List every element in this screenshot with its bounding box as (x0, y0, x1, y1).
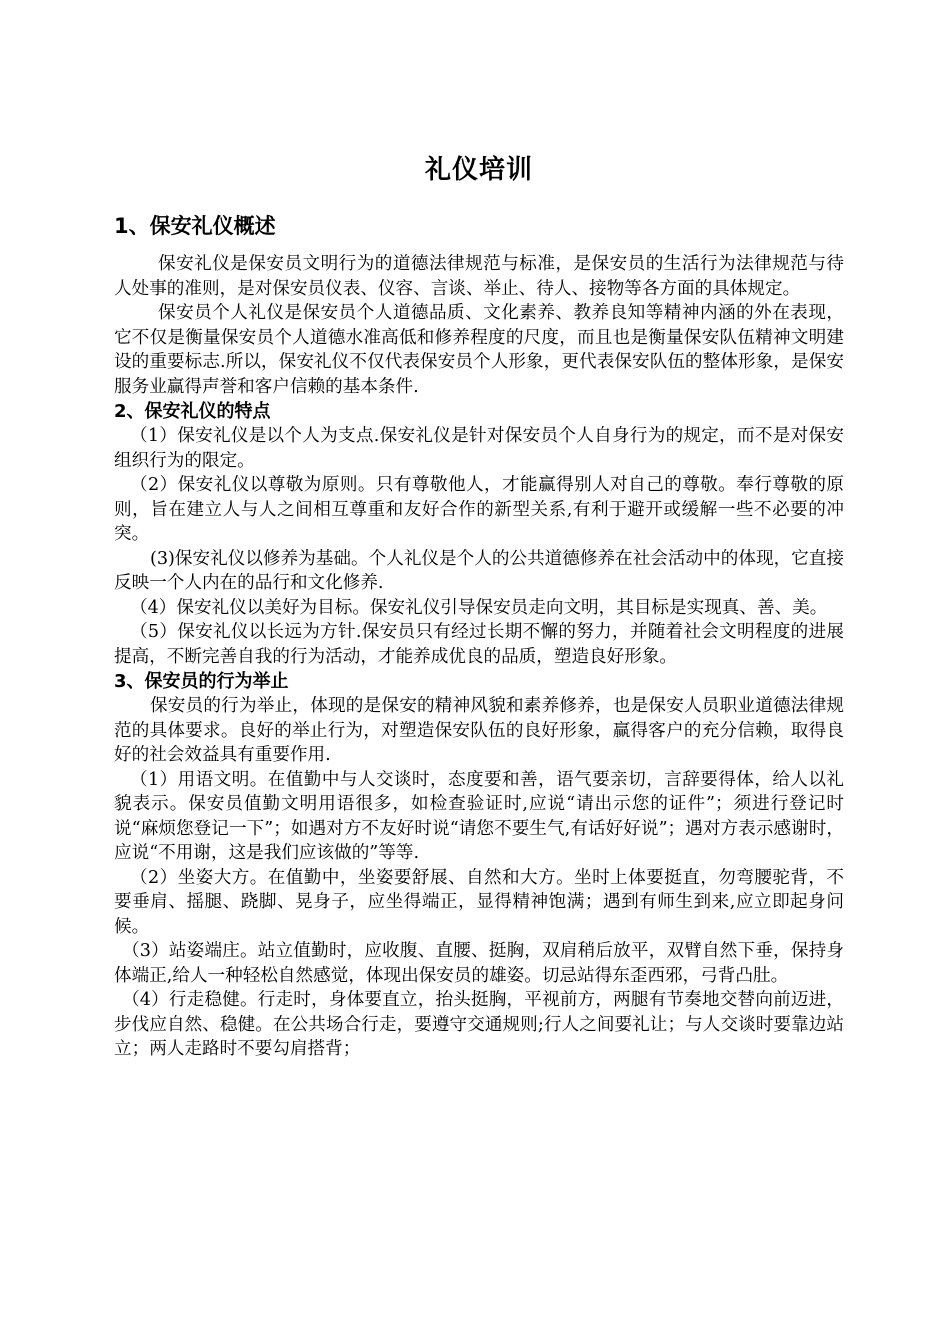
section-2-item-4: （4）保安礼仪以美好为目标。保安礼仪引导保安员走向文明，其目标是实现真、善、美。 (130, 597, 828, 618)
section-3-item-2: （2）坐姿大方。在值勤中，坐姿要舒展、自然和大方。坐时上体要挺直，勿弯腰驼背，不要垂肩、摇腿、跷脚、晃身子，应坐得端正，显得精神饱满；遇到有师生到来,应立即起身问候。 (114, 867, 844, 937)
section-2-heading: 2、保安礼仪的特点 (114, 401, 271, 422)
section-3-item-1: （1）用语文明。在值勤中与人交谈时，态度要和善，语气要亲切，言辞要得体，给人以礼貌表示。保安员值勤文明用语很多，如检查验证时,应说“请出示您的证件”；须进行登记时说“麻烦您登记一下”；如遇对方不友好时说“请您不要生气,有话好好说”；遇对方表示感谢时，应说“不用谢，这是我们应该做的”等等. (114, 769, 844, 863)
section-3-heading: 3、保安员的行为举止 (114, 671, 289, 692)
section-3-paragraph-intro: 保安员的行为举止，体现的是保安的精神风貌和素养修养，也是保安人员职业道德法律规范的具体要求。良好的举止行为，对塑造保安队伍的良好形象，赢得客户的充分信赖，取得良好的社会效益具有重要作用. (114, 696, 844, 765)
section-2-item-5: （5）保安礼仪以长远为方针.保安员只有经过长期不懈的努力，并随着社会文明程度的进展提高，不断完善自我的行为活动，才能养成优良的品质，塑造良好形象。 (114, 622, 844, 667)
section-2-item-1: （1）保安礼仪是以个人为支点.保安礼仪是针对保安员个人自身行为的规定，而不是对保安组织行为的限定。 (114, 426, 844, 471)
page-title: 礼仪培训 (424, 155, 533, 185)
section-1-paragraph-2: 保安员个人礼仪是保安员个人道德品质、文化素养、教养良知等精神内涵的外在表现，它不仅是衡量保安员个人道德水准高低和修养程度的尺度，而且也是衡量保安队伍精神文明建设的重要标志.所以，保安礼仪不仅代表保安员个人形象，更代表保安队伍的整体形象，是保安服务业赢得声誉和客户信赖的基本条件. (114, 303, 844, 397)
document-page (114, 150, 844, 1062)
section-2-item-2: （2）保安礼仪以尊敬为原则。只有尊敬他人，才能赢得别人对自己的尊敬。奉行尊敬的原则，旨在建立人与人之间相互尊重和友好合作的新型关系,有利于避开或缓解一些不必要的冲突。 (114, 475, 844, 544)
section-3-item-3: （3）站姿端庄。站立值勤时，应收腹、直腰、挺胸，双肩稍后放平，双臂自然下垂，保持身体端正,给人一种轻松自然感觉，体现出保安员的雄姿。切忌站得东歪西邪，弓背凸肚。 (114, 941, 844, 986)
section-3-item-4: （4）行走稳健。行走时，身体要直立，抬头挺胸，平视前方，两腿有节奏地交替向前迈进，步伐应自然、稳健。在公共场合行走，要遵守交通规则;行人之间要礼让；与人交谈时要靠边站立；两人走路时不要勾肩搭背； (114, 990, 844, 1059)
section-2-item-3: (3)保安礼仪以修养为基础。个人礼仪是个人的公共道德修养在社会活动中的体现，它直接反映一个人内在的品行和文化修养. (114, 548, 844, 593)
section-1-heading: 1、保安礼仪概述 (114, 214, 276, 238)
section-1-paragraph-1: 保安礼仪是保安员文明行为的道德法律规范与标准，是保安员的生活行为法律规范与待人处事的准则，是对保安员仪表、仪容、言谈、举止、待人、接物等各方面的具体规定。 (114, 254, 844, 299)
